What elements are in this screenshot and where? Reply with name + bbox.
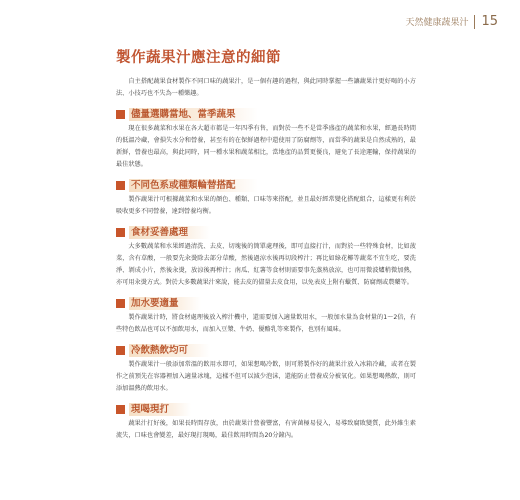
heading-marker-icon [116,228,125,237]
section-local-seasonal [116,107,416,171]
heading-marker-icon [116,299,125,308]
section-heading-label: 儘量選購當地、當季蔬果 [129,108,258,121]
section-body: 製作蔬果汁可根據蔬菜和水果的顏色、種類、口味等來搭配，並且最好經常變化搭配組合，這樣更有利於吸收更多不同營養，達到營養均衡。 [116,196,416,215]
section-heading [116,296,416,310]
section-heading [116,107,416,121]
section-body: 製作蔬果汁一般添加常溫的飲用水即可，如果想喝冷飲，則可將製作好的蔬果汁放入冰箱冷藏，或者在製作之前預先在容器裡加入適量冰塊，這樣不但可以減少泡沫，還能防止營養成分被氧化。如果想喝熱飲，則可添加溫熱的飲用水。 [116,361,416,392]
section-heading [116,343,416,357]
section-drink-fresh [116,402,416,442]
heading-marker-icon [116,405,125,414]
intro-paragraph: 自主搭配蔬果食材製作不同口味的蔬果汁，是一個有趣的過程，與此同時掌握一些讓蔬果汁更好喝的小方法、小技巧也不失為一種樂趣。 [116,78,416,97]
heading-marker-icon [116,346,125,355]
page-title: 製作蔬果汁應注意的細節 [116,50,281,66]
header-divider [474,15,475,29]
section-body: 大多數蔬菜和水果經過清洗、去皮、切塊後的簡單處理後，即可直接打汁，而對於一些特殊食材，比如菠菜，含有草酸，一般要先汆燙除去部分草酸，然後過涼水後再切段榨汁；再比如綠花椰等蔬菜不宜生吃，要洗淨、剝成小片，然後汆燙，放涼後再榨汁；南瓜、紅薯等食材則需要事先蒸熟放涼，也可用微波爐稍微加熱，亦可用汆燙方式。對於大多數蔬果汁來說，能去皮的儘量去皮食用，以免表皮上附有蠟質、防腐劑或農藥等。 [116,243,416,286]
section-body: 現在很多蔬菜和水果在各大超市都是一年四季有售，而對於一些不是當季盛產的蔬菜和水果，經過長時間的低溫冷藏，會損失水分和營養，甚至有的在保鮮過程中還使用了防腐劑等，而當季的蔬果是自然成熟的，最新鮮，營養也最高，與此同時，同一種水果和蔬菜相比，當地產的品質更優良，避免了長途運輸，保持蔬果的最佳狀態。 [116,125,416,168]
section-water-amount [116,296,416,336]
section-body: 製作蔬果汁時，將食材處理後放入榨汁機中，還需要加入適量飲用水，一般加水量為食材量的1～2倍，有些特色飲品也可以不加飲用水，而加入豆漿、牛奶、優酪乳等來製作，也別有風味。 [116,314,416,333]
section-heading-label: 食材妥善處理 [129,226,210,239]
section-heading [116,225,416,239]
heading-marker-icon [116,181,125,190]
article [116,46,416,442]
section-body: 蔬果汁打好後，如果長時間存放，由於蔬果汁營養豐富，有害菌極易侵入，易導致腐敗變質，此外維生素流失，口味也會變差，最好現打現喝，最佳飲用時間為20分鐘內。 [116,420,416,439]
section-hot-cold [116,343,416,395]
heading-marker-icon [116,110,125,119]
book-title: 天然健康蔬果汁 [405,18,469,28]
section-heading-label: 不同色系或種類輪替搭配 [129,179,258,192]
page-number: 15 [481,14,498,29]
section-ingredient-prep [116,225,416,289]
section-heading-label: 冷飲熱飲均可 [129,344,210,357]
running-header [405,14,498,29]
section-heading-label: 現喝現打 [129,403,191,416]
section-heading-label: 加水要適量 [129,297,201,310]
section-heading [116,178,416,192]
section-heading [116,402,416,416]
section-color-rotation [116,178,416,218]
